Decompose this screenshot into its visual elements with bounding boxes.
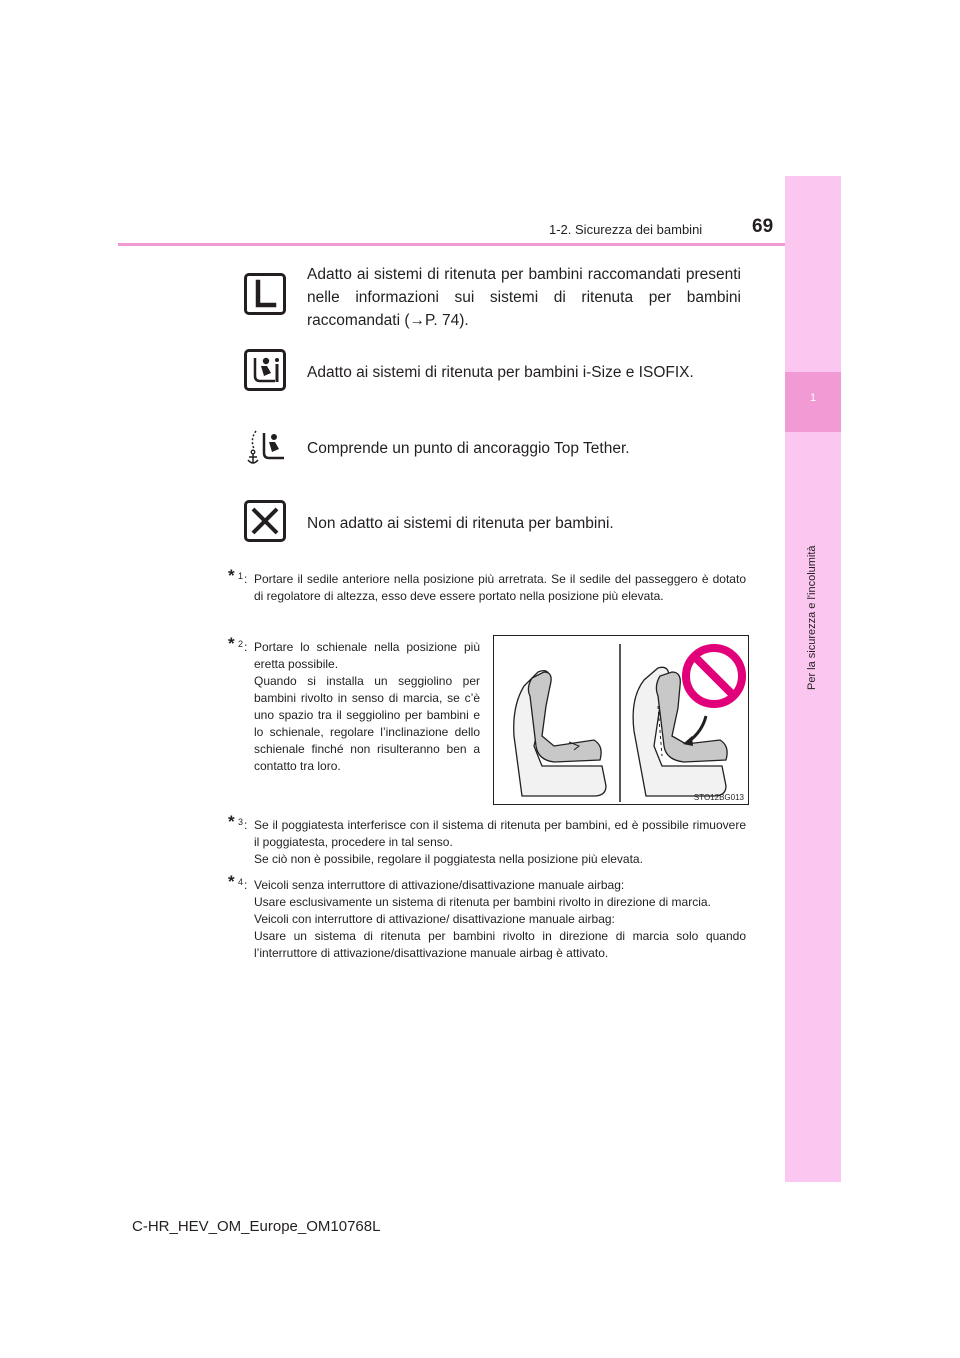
note-star: * <box>228 872 235 891</box>
document-code: C-HR_HEV_OM_Europe_OM10768L <box>132 1218 381 1235</box>
note-text: Usare un sistema di ritenuta per bambini rivolto in direzione di marcia solo quando l’interruttore di attivazione/disattivazione manuale airbag è attivato. <box>254 929 746 960</box>
chapter-title: Per la sicurezza e l'incolumità <box>806 545 818 690</box>
note-text: Veicoli con interruttore di attivazione/ disattivazione manuale airbag: <box>254 912 615 926</box>
page-number: 69 <box>752 216 774 237</box>
legend-text-top-tether: Comprende un punto di ancoraggio Top Tether. <box>307 440 630 457</box>
note-text: Se ciò non è possibile, regolare il poggiatesta nella posizione più elevata. <box>254 852 643 866</box>
note-1 <box>228 566 746 605</box>
top-tether-anchor-icon <box>244 427 290 467</box>
legend-text-not-suitable: Non adatto ai sistemi di ritenuta per bambini. <box>307 515 614 532</box>
note-text: Portare lo schienale nella posizione più eretta possibile. <box>254 640 480 671</box>
note-number: 2 <box>238 639 244 649</box>
seat-position-figure <box>493 635 749 805</box>
legend-text-l: Adatto ai sistemi di ritenuta per bambini raccomandati presenti nelle informazioni sui sistemi di ritenuta per bambini raccomandati (→P. 74). <box>307 266 741 329</box>
note-number: 1 <box>238 571 244 581</box>
seat-correct-illustration <box>514 671 606 796</box>
note-colon: : <box>244 640 248 654</box>
note-star: * <box>228 634 235 653</box>
figure-code: STO12BG013 <box>693 793 744 802</box>
prohibited-icon <box>686 648 742 704</box>
note-colon: : <box>244 572 248 586</box>
note-number: 3 <box>238 817 244 827</box>
cross-icon <box>244 500 286 542</box>
section-title: 1-2. Sicurezza dei bambini <box>549 222 703 237</box>
note-number: 4 <box>238 877 244 887</box>
note-text: Se il poggiatesta interferisce con il sistema di ritenuta per bambini, ed è possibile rimuovere il poggiatesta, procedere in tal senso. <box>254 818 746 849</box>
note-star: * <box>228 812 235 831</box>
chapter-number: 1 <box>809 392 817 404</box>
legend-text-isofix: Adatto ai sistemi di ritenuta per bambini i-Size e ISOFIX. <box>307 364 694 381</box>
note-text: Veicoli senza interruttore di attivazione/disattivazione manuale airbag: <box>254 878 625 892</box>
note-star: * <box>228 566 235 585</box>
note-4 <box>228 872 746 962</box>
note-text: Quando si installa un seggiolino per bambini rivolto in senso di marcia, se c’è uno spazio tra il seggiolino per bambini e lo schienale, regolare l’inclinazione dello schienale finché non risulteranno ben a contatto tra loro. <box>254 674 480 773</box>
letter-l-icon <box>244 273 286 315</box>
note-text: Usare esclusivamente un sistema di ritenuta per bambini rivolto in direzione di marcia. <box>254 895 711 909</box>
note-3 <box>228 812 746 868</box>
note-text: Portare il sedile anteriore nella posizione più arretrata. Se il sedile del passeggero è dotato di regolatore di altezza, esso deve essere portato nella posizione più elevata. <box>254 572 746 603</box>
seat-incorrect-illustration <box>633 667 727 796</box>
header-rule <box>118 243 840 246</box>
note-colon: : <box>244 878 248 892</box>
note-colon: : <box>244 818 248 832</box>
note-2 <box>228 634 480 775</box>
chapter-title-vertical <box>806 440 820 700</box>
isofix-seat-icon <box>244 349 286 391</box>
